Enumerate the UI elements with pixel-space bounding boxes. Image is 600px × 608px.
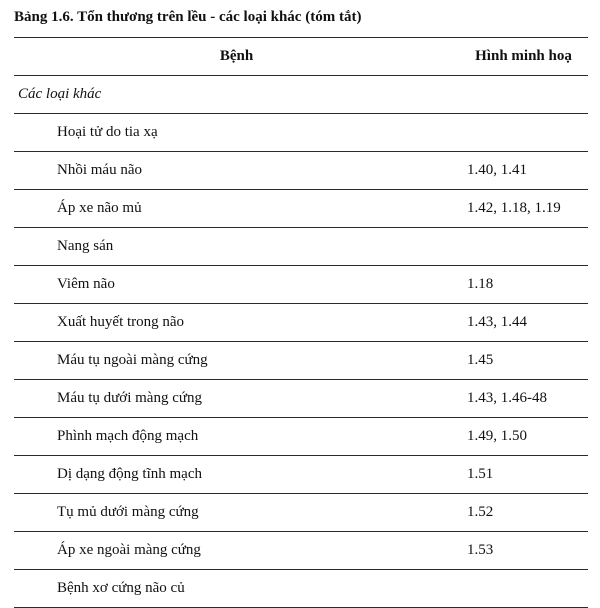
disease-name: Phình mạch động mạch xyxy=(57,428,199,444)
figure-refs: 1.43, 1.44 xyxy=(467,314,527,330)
table-row xyxy=(14,342,588,380)
disease-name: Bệnh xơ cứng não củ xyxy=(57,580,185,596)
group-row xyxy=(14,76,588,114)
disease-name: Nang sán xyxy=(57,238,114,254)
table-row xyxy=(14,532,588,570)
group-label: Các loại khác xyxy=(18,86,102,102)
disease-name: Áp xe não mủ xyxy=(57,200,142,216)
column-header-disease: Bệnh xyxy=(219,48,254,64)
table-row xyxy=(14,152,588,190)
table-header-row xyxy=(14,37,588,76)
table-row xyxy=(14,190,588,228)
figure-refs: 1.18 xyxy=(467,276,494,292)
figure-refs: 1.52 xyxy=(467,504,494,520)
disease-name: Xuất huyết trong não xyxy=(57,314,185,330)
figure-refs: 1.45 xyxy=(467,352,494,368)
disease-name: Hoại tử do tia xạ xyxy=(57,124,158,140)
table-row xyxy=(14,228,588,266)
figure-refs: 1.40, 1.41 xyxy=(467,162,527,178)
table-row xyxy=(14,456,588,494)
table-row xyxy=(14,494,588,532)
lesion-table xyxy=(14,37,588,608)
table-caption: Bảng 1.6. Tổn thương trên lều - các loại khác (tóm tắt) xyxy=(14,9,362,25)
table-row xyxy=(14,418,588,456)
disease-name: Máu tụ ngoài màng cứng xyxy=(57,352,208,368)
disease-name: Dị dạng động tĩnh mạch xyxy=(57,466,202,482)
disease-name: Áp xe ngoài màng cứng xyxy=(57,542,201,558)
table-row xyxy=(14,266,588,304)
disease-name: Viêm não xyxy=(57,276,115,292)
figure-refs: 1.51 xyxy=(467,466,494,482)
figure-refs: 1.43, 1.46-48 xyxy=(467,390,547,406)
figure-refs: 1.42, 1.18, 1.19 xyxy=(467,200,561,216)
disease-name: Tụ mủ dưới màng cứng xyxy=(57,504,199,520)
table-row xyxy=(14,114,588,152)
figure-refs: 1.53 xyxy=(467,542,494,558)
table-row xyxy=(14,304,588,342)
table-row xyxy=(14,380,588,418)
figure-refs: 1.49, 1.50 xyxy=(467,428,527,444)
column-header-figures: Hình minh hoạ xyxy=(475,48,572,64)
disease-name: Nhồi máu não xyxy=(57,162,142,178)
disease-name: Máu tụ dưới màng cứng xyxy=(57,390,203,406)
table-row xyxy=(14,570,588,608)
